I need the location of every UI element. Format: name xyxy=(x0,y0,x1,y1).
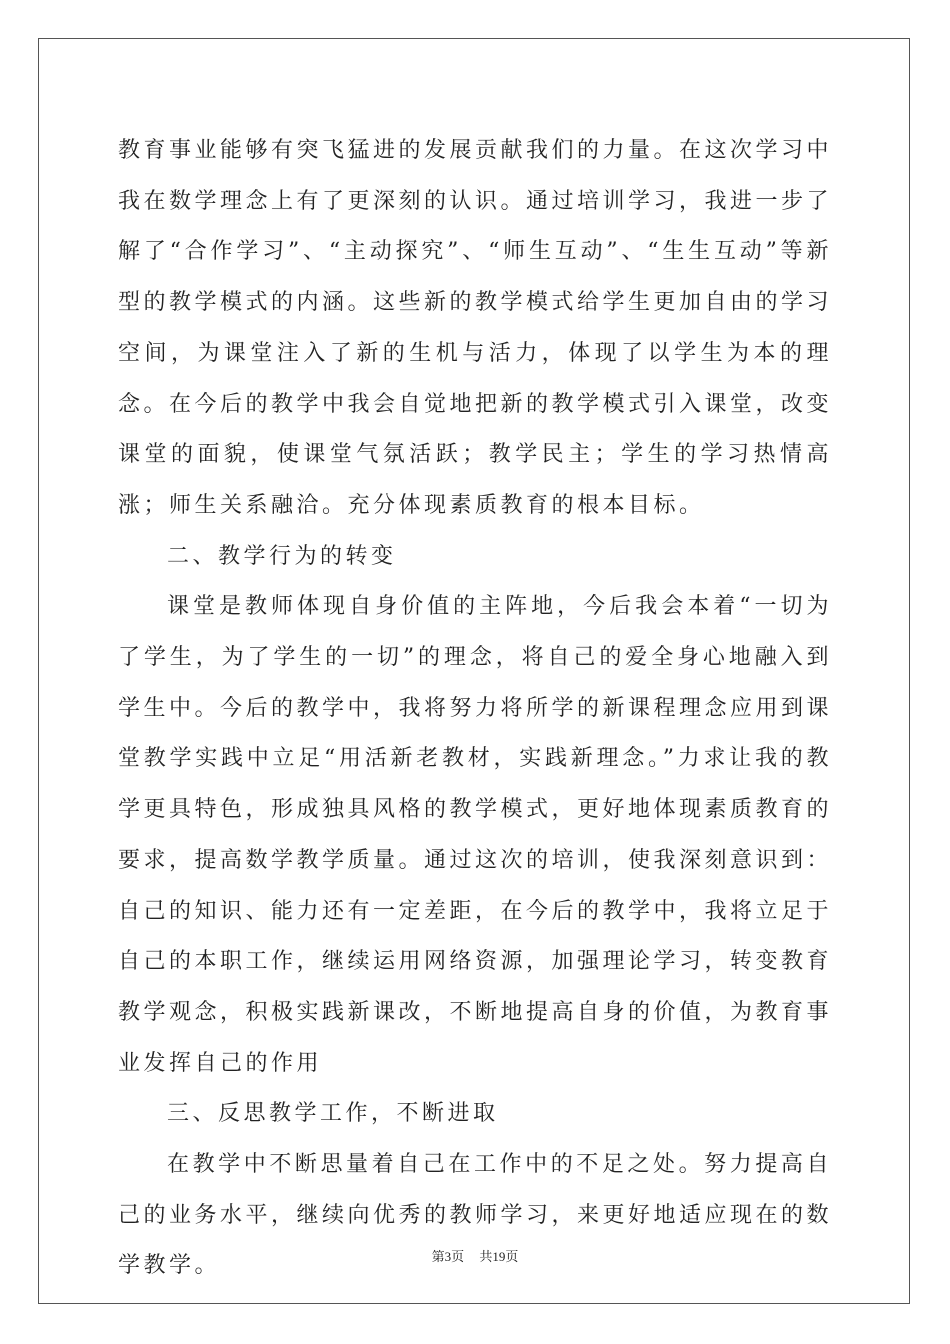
section-heading-3: 三、反思教学工作，不断进取 xyxy=(167,1101,499,1127)
paragraph-continuation: 教育事业能够有突飞猛进的发展贡献我们的力量。在这次学习中我在数学理念上有了更深刻的认识。通过培训学习，我进一步了解了“合作学习”、“主动探究”、“师生互动”、“生生互动”等新型的教学模式的内涵。这些新的教学模式给学生更加自由的学习空间，为课堂注入了新的生机与活力，体现了以学生为本的理念。在今后的教学中我会自觉地把新的教学模式引入课堂，改变课堂的面貌，使课堂气氛活跃；教学民主；学生的学习热情高涨；师生关系融洽。充分体现素质教育的根本目标。 xyxy=(118,138,833,518)
page-number: 第3页 xyxy=(431,1249,465,1264)
section-heading-2: 二、教学行为的转变 xyxy=(167,543,397,569)
page-footer xyxy=(0,1246,950,1265)
page-total: 共19页 xyxy=(479,1249,519,1264)
document-body xyxy=(118,126,832,1292)
paragraph-teaching-behavior: 课堂是教师体现自身价值的主阵地，今后我会本着“一切为了学生，为了学生的一切”的理念，将自己的爱全身心地融入到学生中。今后的教学中，我将努力将所学的新课程理念应用到课堂教学实践中立足“用活新老教材，实践新理念。”力求让我的教学更具特色，形成独具风格的教学模式，更好地体现素质教育的要求，提高数学教学质量。通过这次的培训，使我深刻意识到：自己的知识、能力还有一定差距，在今后的教学中，我将立足于自己的本职工作，继续运用网络资源，加强理论学习，转变教育教学观念，积极实践新课改，不断地提高自身的价值，为教育事业发挥自己的作用 xyxy=(118,594,833,1076)
paragraph-reflection: 在教学中不断思量着自己在工作中的不足之处。努力提高自己的业务水平，继续向优秀的教师学习，来更好地适应现在的数学教学。 xyxy=(118,1152,833,1279)
